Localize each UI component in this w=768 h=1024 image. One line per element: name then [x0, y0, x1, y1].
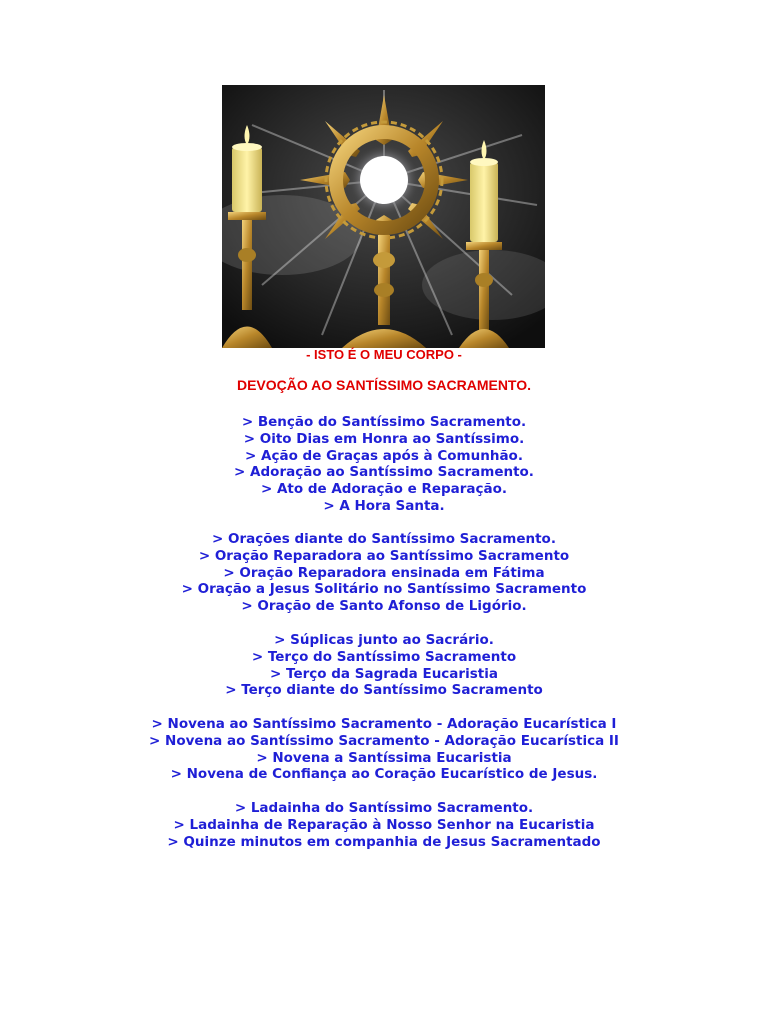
link-group-2 — [0, 531, 768, 615]
link-adoracao[interactable]: > Adoração ao Santíssimo Sacramento. — [234, 464, 534, 481]
link-quinze-minutos[interactable]: > Quinze minutos em companhia de Jesus Sacramentado — [167, 833, 601, 850]
link-novena-confianca[interactable]: > Novena de Confiança ao Coração Eucarístico de Jesus. — [170, 766, 598, 783]
link-group-1 — [0, 414, 768, 515]
link-ladainha[interactable]: > Ladainha do Santíssimo Sacramento. — [234, 800, 534, 816]
link-group-5 — [0, 800, 768, 850]
heading-devocao: DEVOÇÃO AO SANTÍSSIMO SACRAMENTO. — [236, 377, 532, 393]
link-terco-santissimo[interactable]: > Terço do Santíssimo Sacramento — [251, 648, 517, 665]
link-acao-de-gracas[interactable]: > Ação de Graças após à Comunhão. — [245, 447, 523, 464]
link-novena-santissima[interactable]: > Novena a Santíssima Eucaristia — [256, 749, 512, 766]
link-terco-eucaristia[interactable]: > Terço da Sagrada Eucaristia — [270, 665, 498, 682]
link-oracao-reparadora[interactable]: > Oração Reparadora ao Santíssimo Sacramento — [198, 547, 570, 564]
link-ladainha-reparacao[interactable]: > Ladainha de Reparação à Nosso Senhor na Eucaristia — [173, 816, 595, 833]
link-oracao-fatima[interactable]: > Oração Reparadora ensinada em Fátima — [223, 564, 545, 581]
link-oito-dias[interactable]: > Oito Dias em Honra ao Santíssimo. — [243, 430, 525, 447]
link-hora-santa[interactable]: > A Hora Santa. — [323, 497, 445, 514]
link-novena-ii[interactable]: > Novena ao Santíssimo Sacramento - Adoração Eucarística II — [149, 732, 619, 749]
link-terco-diante[interactable]: > Terço diante do Santíssimo Sacramento — [225, 682, 543, 699]
link-suplicas[interactable]: > Súplicas junto ao Sacrário. — [274, 632, 494, 648]
link-ato-de-adoracao[interactable]: > Ato de Adoração e Reparação. — [260, 481, 508, 498]
link-bencao[interactable]: > Benção do Santíssimo Sacramento. — [241, 414, 527, 430]
link-oracao-jesus-solitario[interactable]: > Oração a Jesus Solitário no Santíssimo Sacramento — [181, 581, 587, 598]
link-group-3 — [0, 632, 768, 699]
monstrance-image — [222, 85, 545, 348]
link-oracao-santo-afonso[interactable]: > Oração de Santo Afonso de Ligório. — [241, 598, 527, 615]
link-group-4 — [0, 716, 768, 783]
link-novena-i[interactable]: > Novena ao Santíssimo Sacramento - Adoração Eucarística I — [151, 716, 617, 732]
caption-isto-e-o-meu-corpo: - ISTO É O MEU CORPO - — [306, 347, 462, 362]
link-oracoes-diante[interactable]: > Orações diante do Santíssimo Sacramento. — [212, 531, 556, 547]
